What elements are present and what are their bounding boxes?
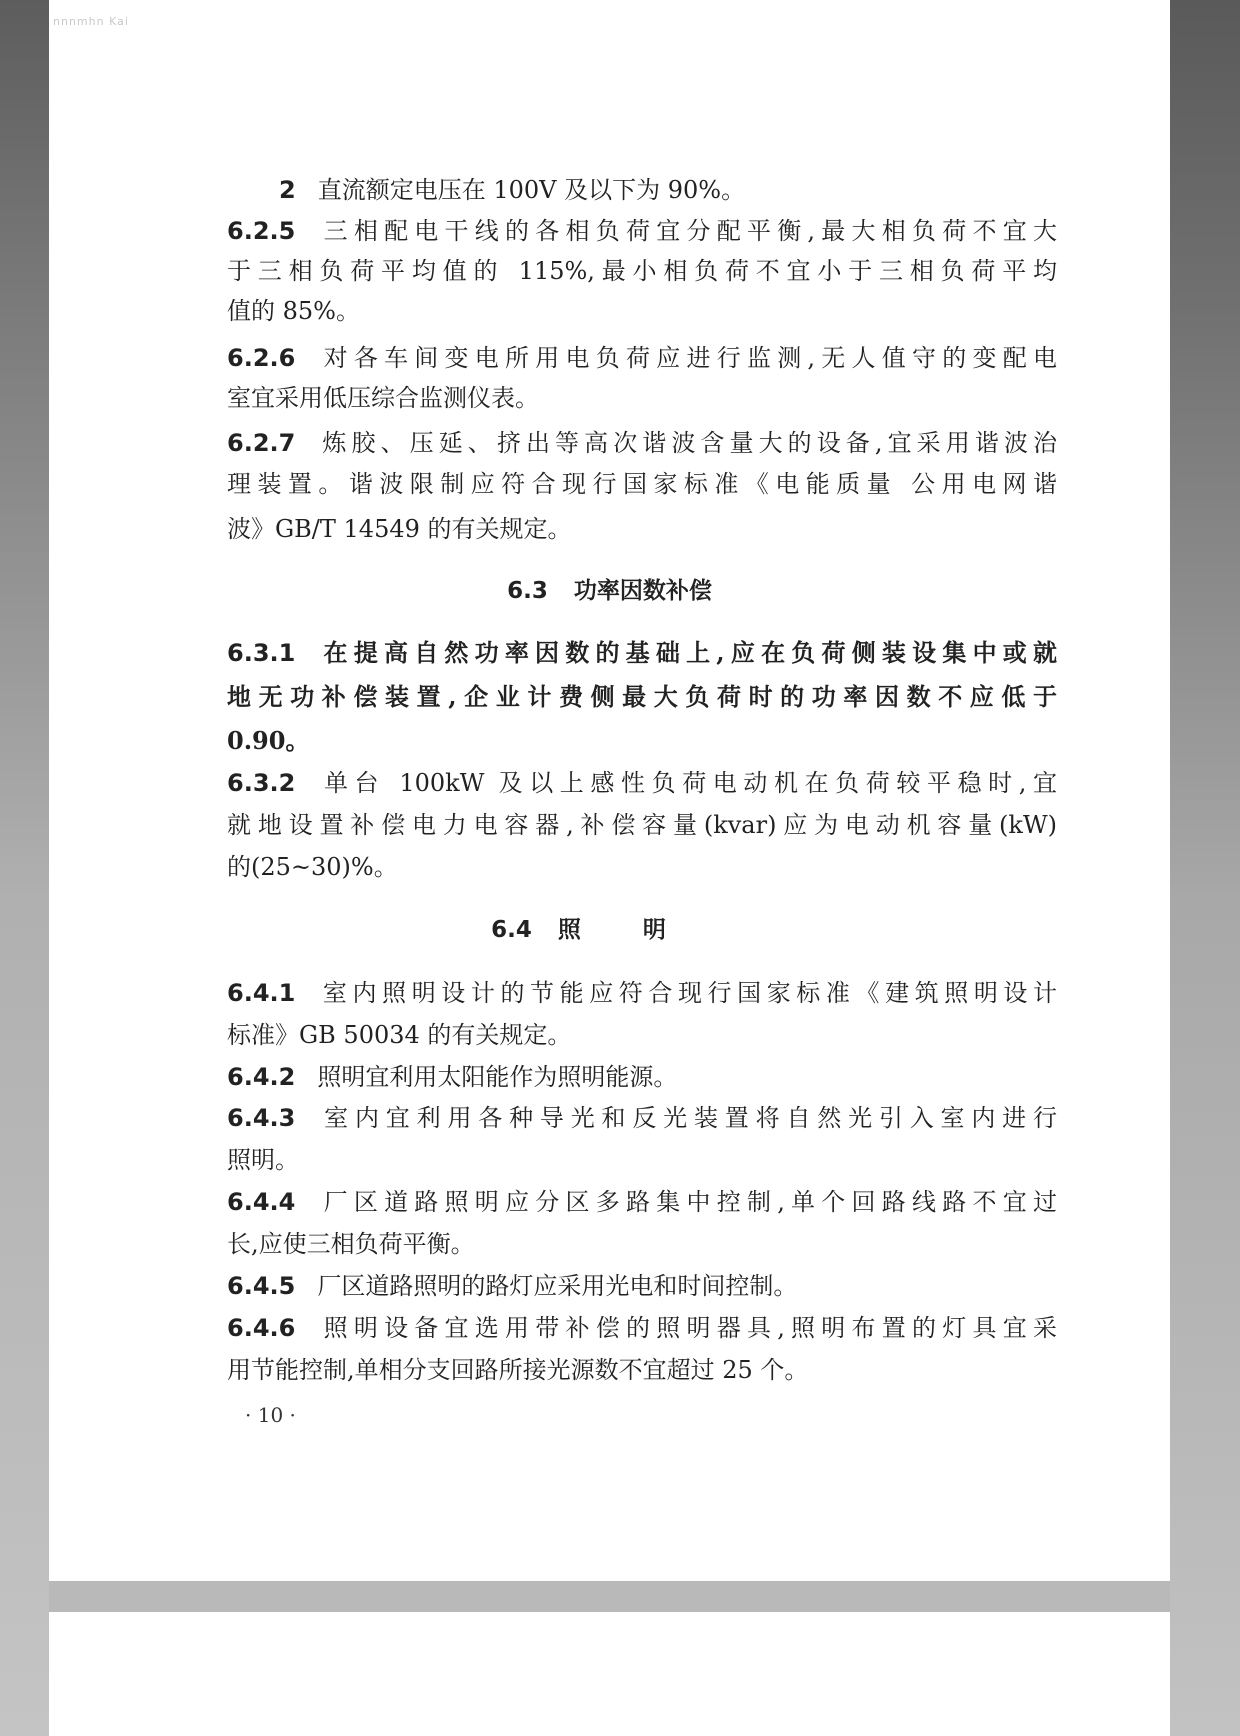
clause-line <box>227 1103 1057 1133</box>
clause-line <box>227 1271 1057 1301</box>
clause-line <box>227 978 1057 1008</box>
clause-line: 室宜采用低压综合监测仪表。 <box>227 384 539 412</box>
clause-line: 理装置。谐波限制应符合现行国家标准《电能质量 公用电网谐 <box>227 470 1057 498</box>
section-heading <box>49 576 1170 606</box>
clause-number: 6.2.7 <box>227 429 296 457</box>
list-item <box>279 175 1057 205</box>
paragraph-text: 炼胶、压延、挤出等高次谐波含量大的设备,宜采用谐波治 <box>317 429 1057 457</box>
clause-number: 6.3.2 <box>227 769 296 797</box>
clause-line <box>227 343 1057 373</box>
clause-line: 于三相负荷平均值的 115%,最小相负荷不宜小于三相负荷平均 <box>227 257 1057 285</box>
section-title: 功率因数补偿 <box>573 577 712 604</box>
item-number: 2 <box>279 176 296 204</box>
clause-line: 用节能控制,单相分支回路所接光源数不宜超过 25 个。 <box>227 1356 809 1384</box>
document-page[interactable] <box>49 0 1170 1581</box>
watermark: nnnmhn Kai <box>53 15 129 28</box>
paragraph-text: 厂区道路照明的路灯应采用光电和时间控制。 <box>317 1272 798 1300</box>
clause-line: 照明。 <box>227 1146 299 1174</box>
clause-line <box>227 1062 1057 1092</box>
clause-number: 6.4.2 <box>227 1063 296 1091</box>
clause-line <box>227 638 1057 668</box>
paragraph-text: 室内宜利用各种导光和反光装置将自然光引入室内进行 <box>317 1104 1057 1132</box>
clause-line: 0.90。 <box>227 726 310 755</box>
clause-line <box>227 768 1057 798</box>
clause-line: 地无功补偿装置,企业计费侧最大负荷时的功率因数不应低于 <box>227 682 1057 711</box>
paragraph-text: 单台 100kW 及以上感性负荷电动机在负荷较平稳时,宜 <box>317 769 1057 797</box>
clause-number: 6.2.5 <box>227 217 296 245</box>
clause-number: 6.4.3 <box>227 1104 296 1132</box>
paragraph-text: 直流额定电压在 100V 及以下为 90%。 <box>317 176 746 204</box>
clause-line: 标准》GB 50034 的有关规定。 <box>227 1021 572 1049</box>
clause-line <box>227 216 1057 246</box>
viewer-background-right <box>1170 0 1240 1736</box>
page-number: · 10 · <box>245 1403 296 1427</box>
clause-line <box>227 1187 1057 1217</box>
clause-line <box>227 428 1057 458</box>
paragraph-text: 照明宜利用太阳能作为照明能源。 <box>317 1063 678 1091</box>
clause-line: 就地设置补偿电力电容器,补偿容量(kvar)应为电动机容量(kW) <box>227 811 1057 839</box>
clause-number: 6.4.1 <box>227 979 296 1007</box>
viewer-background-left <box>0 0 49 1736</box>
next-document-page[interactable] <box>49 1612 1170 1736</box>
paragraph-text: 厂区道路照明应分区多路集中控制,单个回路线路不宜过 <box>317 1188 1057 1216</box>
clause-number: 6.4.5 <box>227 1272 296 1300</box>
section-number: 6.4 <box>491 917 532 943</box>
clause-line <box>227 1313 1057 1343</box>
section-number: 6.3 <box>507 578 548 604</box>
clause-line: 波》GB/T 14549 的有关规定。 <box>227 515 572 543</box>
clause-number: 6.4.4 <box>227 1188 296 1216</box>
clause-line: 长,应使三相负荷平衡。 <box>227 1230 475 1258</box>
clause-line: 值的 85%。 <box>227 297 360 325</box>
clause-number: 6.4.6 <box>227 1314 296 1342</box>
clause-line: 的(25~30)%。 <box>227 853 398 881</box>
clause-number: 6.3.1 <box>227 639 296 667</box>
clause-number: 6.2.6 <box>227 344 296 372</box>
section-heading <box>49 915 1170 945</box>
paragraph-text: 室内照明设计的节能应符合现行国家标准《建筑照明设计 <box>317 979 1057 1007</box>
section-title: 照明 <box>557 916 728 943</box>
paragraph-text: 三相配电干线的各相负荷宜分配平衡,最大相负荷不宜大 <box>317 217 1057 245</box>
paragraph-text: 照明设备宜选用带补偿的照明器具,照明布置的灯具宜采 <box>317 1314 1057 1342</box>
paragraph-text: 对各车间变电所用电负荷应进行监测,无人值守的变配电 <box>317 344 1057 372</box>
paragraph-text: 在提高自然功率因数的基础上,应在负荷侧装设集中或就 <box>317 638 1057 667</box>
